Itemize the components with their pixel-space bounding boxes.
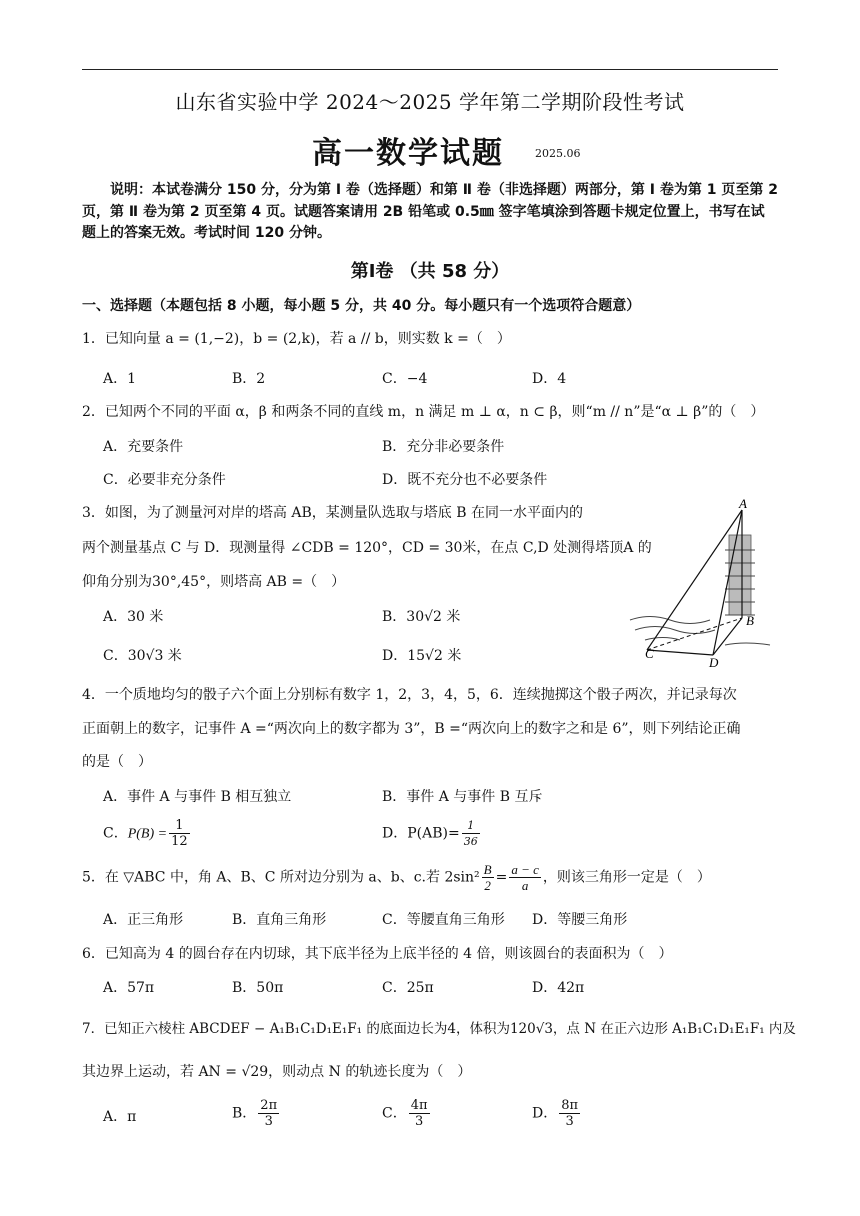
- q4-option-a[interactable]: A．事件 A 与事件 B 相互独立: [103, 789, 292, 805]
- q4-option-d-label: D．P(AB)=: [382, 825, 460, 842]
- q4-line3: 的是（ ）: [82, 754, 152, 770]
- q1-option-b[interactable]: B．2: [232, 371, 266, 387]
- fraction-numerator: 1: [462, 818, 480, 834]
- label-d: D: [709, 655, 719, 670]
- fraction-denominator: a: [521, 878, 529, 893]
- q7-line1: 7．已知正六棱柱 ABCDEF − A₁B₁C₁D₁E₁F₁ 的底面边长为4，体积为120√3，点 N 在正六边形 A₁B₁C₁D₁E₁F₁ 内及: [82, 1021, 796, 1037]
- q3-option-c[interactable]: C．30√3 米: [103, 648, 182, 664]
- q5-stem-pre: 5．在 ▽ABC 中，角 A、B、C 所对边分别为 a、b、c.若 2sin²: [82, 869, 480, 886]
- q7-option-a[interactable]: A．π: [103, 1109, 137, 1125]
- fraction-numerator: 4π: [410, 1098, 428, 1113]
- q5-stem: [82, 862, 711, 893]
- q6-option-d[interactable]: D．42π: [532, 980, 585, 996]
- river-wave: [635, 627, 715, 634]
- fraction-denominator: 3: [565, 1114, 574, 1129]
- q7-line2: 其边界上运动，若 AN = √29，则动点 N 的轨迹长度为（ ）: [82, 1064, 472, 1080]
- line-db: [713, 618, 742, 655]
- river-wave: [645, 638, 680, 641]
- q7-option-c-label: C．: [382, 1105, 407, 1122]
- q4-option-d[interactable]: [382, 818, 482, 849]
- q7-option-d-label: D．: [532, 1105, 558, 1122]
- page-title: 高一数学试题: [312, 136, 504, 171]
- q3-option-b[interactable]: B．30√2 米: [382, 609, 461, 625]
- volume-heading: 第Ⅰ卷 （共 58 分）: [350, 261, 510, 282]
- q7-option-c-fraction: [409, 1098, 430, 1129]
- tower-figure: [625, 495, 785, 670]
- q4-option-c-fraction: [169, 818, 190, 849]
- q5-option-a[interactable]: A．正三角形: [103, 912, 184, 928]
- q4-option-c-expr: P(B) =: [127, 826, 168, 842]
- q1-option-d[interactable]: D．4: [532, 371, 567, 387]
- q4-option-b[interactable]: B．事件 A 与事件 B 互斥: [382, 789, 543, 805]
- label-a: A: [739, 496, 747, 511]
- label-c: C: [645, 646, 654, 661]
- q1-option-c[interactable]: C．−4: [382, 371, 428, 387]
- fraction-denominator: 12: [171, 834, 188, 849]
- label-b: B: [746, 613, 754, 628]
- q5-stem-post: ，则该三角形一定是（ ）: [542, 869, 711, 886]
- q3-option-a[interactable]: A．30 米: [103, 609, 164, 625]
- q4-option-d-fraction: [462, 818, 480, 849]
- river-wave: [725, 643, 770, 645]
- fraction-numerator: 1: [169, 818, 190, 834]
- fraction-numerator: 8π: [561, 1098, 579, 1113]
- q2-option-d[interactable]: D．既不充分也不必要条件: [382, 472, 548, 488]
- line-cb: [647, 618, 742, 650]
- q2-stem: 2．已知两个不同的平面 α，β 和两条不同的直线 m，n 满足 m ⊥ α，n ⊂ β，则“m // n”是“α ⊥ β”的（ ）: [82, 404, 765, 420]
- fraction-denominator: 2: [484, 878, 491, 893]
- line-cd: [647, 650, 713, 655]
- q7-option-b[interactable]: [232, 1098, 281, 1129]
- q3-line1: 3．如图，为了测量河对岸的塔高 AB，某测量队选取与塔底 B 在同一水平面内的: [82, 505, 583, 521]
- q3-line2: 两个测量基点 C 与 D．现测量得 ∠CDB = 120°，CD = 30米，在点 C,D 处测得塔顶A 的: [82, 540, 652, 556]
- fraction-denominator: 36: [463, 835, 478, 848]
- q7-option-d-fraction: [559, 1098, 580, 1129]
- q4-line2: 正面朝上的数字，记事件 A =“两次向上的数字都为 3”，B =“两次向上的数字之和是 6”，则下列结论正确: [82, 721, 741, 737]
- q6-stem: 6．已知高为 4 的圆台存在内切球，其下底半径为上底半径的 4 倍，则该圆台的表面积为（ ）: [82, 946, 673, 962]
- fraction-denominator: 3: [414, 1114, 424, 1129]
- q6-option-b[interactable]: B．50π: [232, 980, 284, 996]
- q4-option-c[interactable]: [103, 818, 192, 849]
- section-heading: 一、选择题（本题包括 8 小题，每小题 5 分，共 40 分。每小题只有一个选项符合题意）: [82, 298, 641, 314]
- q5-equals: =: [495, 869, 508, 886]
- q2-option-c[interactable]: C．必要非充分条件: [103, 472, 226, 488]
- q5-option-b[interactable]: B．直角三角形: [232, 912, 327, 928]
- q1-stem: 1．已知向量 a = (1,−2)，b = (2,k)，若 a // b，则实数 k =（ ）: [82, 331, 511, 347]
- q6-option-c[interactable]: C．25π: [382, 980, 434, 996]
- q7-option-b-fraction: [258, 1098, 279, 1129]
- q1-option-a[interactable]: A．1: [103, 371, 137, 387]
- q5-fraction-b-over-2: [482, 862, 494, 893]
- q7-option-c[interactable]: [382, 1098, 432, 1129]
- q7-option-d[interactable]: [532, 1098, 582, 1129]
- school-line: 山东省实验中学 2024～2025 学年第二学期阶段性考试: [175, 90, 685, 114]
- q3-option-d[interactable]: D．15√2 米: [382, 648, 462, 664]
- q4-option-c-label: C．: [103, 825, 128, 842]
- q5-option-c[interactable]: C．等腰直角三角形: [382, 912, 505, 928]
- q4-line1: 4．一个质地均匀的骰子六个面上分别标有数字 1，2，3，4，5，6．连续抛掷这个骰子两次，并记录每次: [82, 687, 737, 703]
- q2-option-a[interactable]: A．充要条件: [103, 439, 184, 455]
- q6-option-a[interactable]: A．57π: [103, 980, 155, 996]
- q7-option-b-label: B．: [232, 1105, 257, 1122]
- fraction-numerator: 2π: [260, 1098, 278, 1113]
- river-wave: [630, 617, 710, 624]
- q2-option-b[interactable]: B．充分非必要条件: [382, 439, 505, 455]
- q3-line3: 仰角分别为30°,45°，则塔高 AB =（ ）: [82, 574, 346, 590]
- instructions: 说明：本试卷满分 150 分，分为第 Ⅰ 卷（选择题）和第 Ⅱ 卷（非选择题）两部分，第 Ⅰ 卷为第 1 页至第 2 页，第 Ⅱ 卷为第 2 页至第 4 页。试题答案请用 2B 铅笔或 0.5㎜ 签字笔填涂到答题卡规定位置上，书写在试题上的答案无效。考试时间 120 分钟。: [82, 182, 778, 241]
- exam-date: 2025.06: [535, 147, 581, 160]
- q5-fraction-a-minus-c: [509, 862, 541, 893]
- fraction-numerator: a − c: [511, 862, 539, 877]
- fraction-numerator: B: [483, 862, 492, 877]
- fraction-denominator: 3: [264, 1114, 273, 1129]
- q5-option-d[interactable]: D．等腰三角形: [532, 912, 628, 928]
- header-rule: [82, 69, 778, 70]
